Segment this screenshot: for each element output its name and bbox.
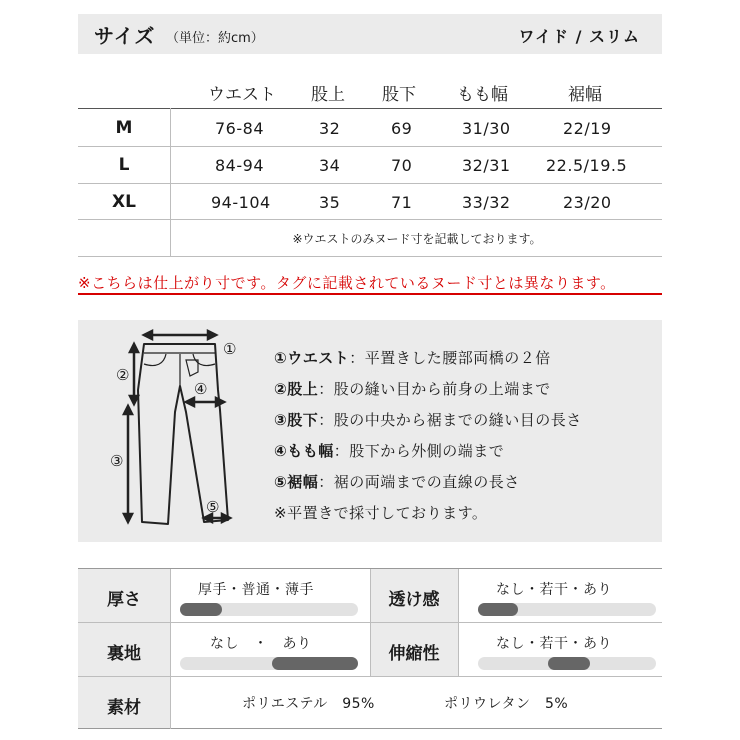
size-label: L (118, 155, 130, 175)
divider (170, 569, 171, 729)
table-cell: 22/19 (563, 119, 612, 138)
divider (78, 108, 662, 109)
marker-label: ④ (194, 380, 208, 398)
table-cell: 22.5/19.5 (546, 156, 628, 175)
marker-label: ① (223, 340, 237, 358)
divider (78, 183, 662, 184)
table-cell: 35 (319, 193, 341, 212)
divider (78, 728, 662, 729)
spec-label-thickness: 厚さ (107, 590, 141, 610)
col-header: 股下 (382, 85, 416, 105)
lining-options: なし ・ あり (210, 636, 312, 652)
spec-label-sheer: 透け感 (388, 590, 440, 610)
measure-footnote: ※平置きで採寸しております。 (274, 504, 488, 522)
divider (170, 108, 171, 256)
material-secondary: ポリウレタン 5% (444, 696, 569, 712)
material-primary: ポリエステル 95% (242, 696, 375, 712)
sheer-options: なし・若干・あり (496, 582, 612, 598)
size-label: XL (112, 192, 136, 212)
lining-bar (180, 657, 358, 670)
table-note: ※ウエストのみヌード寸を記載しております。 (292, 232, 542, 246)
fit-label: ワイド / スリム (518, 27, 640, 46)
spec-label-stretch: 伸縮性 (388, 644, 440, 664)
sheer-bar (478, 603, 656, 616)
unit-label: （単位：約cm） (166, 31, 264, 46)
divider (458, 569, 459, 676)
measure-item: ③股下：股の中央から裾までの縫い目の長さ (274, 411, 582, 429)
marker-label: ② (116, 366, 130, 384)
measurement-guide (78, 320, 662, 542)
divider (78, 146, 662, 147)
sheer-indicator (478, 603, 518, 616)
stretch-options: なし・若干・あり (496, 636, 612, 652)
table-cell: 32/31 (462, 156, 511, 175)
divider (78, 676, 662, 677)
table-cell: 33/32 (462, 193, 511, 212)
marker-label: ③ (110, 452, 124, 470)
col-header: ウエスト (208, 85, 276, 105)
divider (78, 256, 662, 257)
table-cell: 69 (391, 119, 413, 138)
table-cell: 84-94 (215, 156, 264, 175)
table-cell: 34 (319, 156, 341, 175)
spec-label-material: 素材 (107, 698, 141, 718)
measure-item: ④もも幅：股下から外側の端まで (274, 442, 505, 460)
table-cell: 71 (391, 193, 413, 212)
stretch-indicator (548, 657, 590, 670)
table-cell: 32 (319, 119, 341, 138)
thickness-indicator (180, 603, 222, 616)
size-header (78, 14, 662, 54)
table-cell: 70 (391, 156, 413, 175)
marker-label: ⑤ (206, 498, 220, 516)
lining-indicator (272, 657, 358, 670)
size-label: M (115, 118, 133, 138)
thickness-bar (180, 603, 358, 616)
col-header: 裾幅 (568, 85, 602, 105)
table-cell: 76-84 (215, 119, 264, 138)
col-header: 股上 (311, 85, 345, 105)
measure-item: ①ウエスト：平置きした腰部両橋の２倍 (274, 349, 551, 367)
spec-table (78, 568, 662, 729)
spec-label-lining: 裏地 (107, 644, 141, 664)
stretch-bar (478, 657, 656, 670)
warning-underline (78, 293, 662, 295)
col-header: もも幅 (457, 85, 508, 105)
section-title: サイズ (94, 24, 156, 48)
table-cell: 23/20 (563, 193, 612, 212)
table-cell: 31/30 (462, 119, 511, 138)
measure-item: ⑤裾幅：裾の両端までの直線の長さ (274, 473, 520, 491)
divider (78, 219, 662, 220)
thickness-options: 厚手・普通・薄手 (198, 582, 314, 598)
table-cell: 94-104 (211, 193, 271, 212)
measure-item: ②股上：股の縫い目から前身の上端まで (274, 380, 551, 398)
warning-text: ※こちらは仕上がり寸です。タグに記載されているヌード寸とは異なります。 (78, 274, 616, 292)
